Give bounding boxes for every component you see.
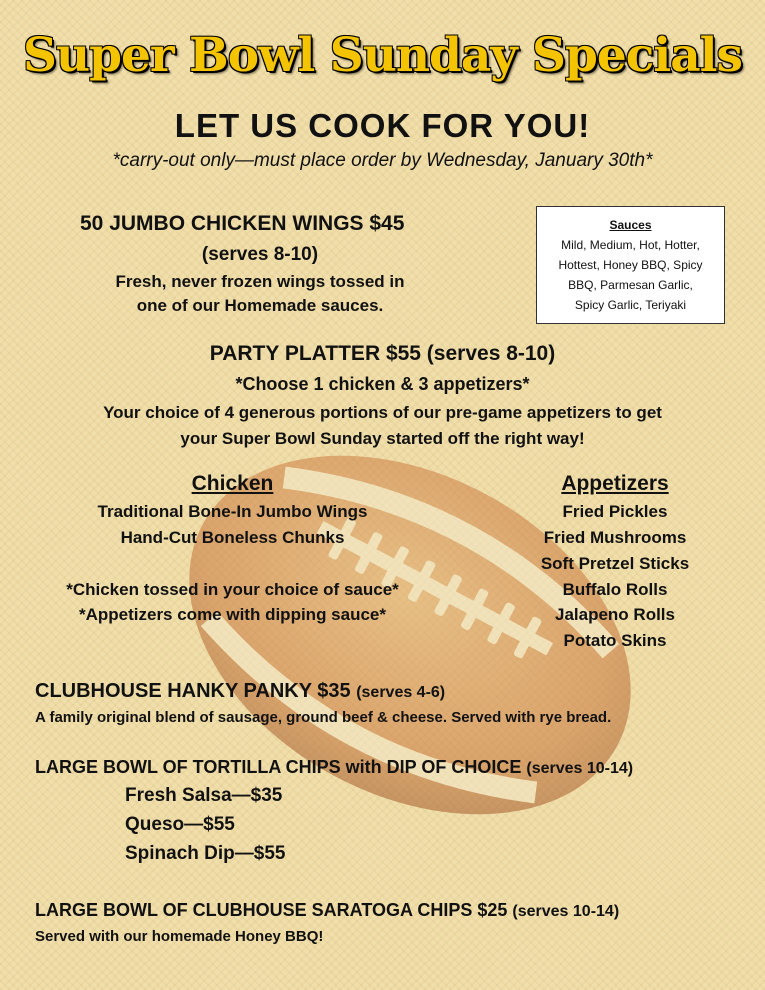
sauces-line: Spicy Garlic, Teriyaki [574,298,687,312]
dip-option: Spinach Dip—$55 [125,843,286,864]
platter-desc-2: your Super Bowl Sunday started off the right way! [180,429,585,448]
chicken-item: Hand-Cut Boneless Chunks [120,528,345,547]
tortilla-title [35,757,633,778]
platter-title: PARTY PLATTER $55 (serves 8-10) [209,342,556,365]
dip-option: Fresh Salsa—$35 [125,785,283,806]
appetizer-item: Potato Skins [563,631,667,650]
saratoga-desc: Served with our homemade Honey BBQ! [35,928,324,945]
platter-desc-1: Your choice of 4 generous portions of our pre-game appetizers to get [103,403,662,422]
hanky-panky-desc: A family original blend of sausage, ground beef & cheese. Served with rye bread. [35,709,612,726]
appetizer-item: Fried Mushrooms [543,528,687,547]
chicken-heading: Chicken [191,472,274,495]
hanky-panky-name: CLUBHOUSE HANKY PANKY $35 [35,680,351,702]
appetizers-heading: Appetizers [561,472,669,495]
saratoga-title [35,900,619,921]
wings-desc-1: Fresh, never frozen wings tossed in [115,272,405,291]
chicken-note: *Chicken tossed in your choice of sauce* [66,580,399,599]
wings-serves: (serves 8-10) [201,244,319,265]
sauces-line: Hottest, Honey BBQ, Spicy [558,258,703,272]
chicken-item: Traditional Bone-In Jumbo Wings [97,502,368,521]
wings-desc-2: one of our Homemade sauces. [136,296,384,315]
appetizer-item: Fried Pickles [562,502,668,521]
sauces-line: Mild, Medium, Hot, Hotter, [561,238,700,252]
tortilla-serves: (serves 10-14) [526,760,634,777]
page-title: Super Bowl Sunday Specials [23,28,742,83]
dip-option: Queso—$55 [125,814,235,835]
platter-choose: *Choose 1 chicken & 3 appetizers* [235,374,530,394]
hanky-panky-serves: (serves 4-6) [356,684,446,701]
saratoga-name: LARGE BOWL OF CLUBHOUSE SARATOGA CHIPS $25 [35,900,508,920]
sauces-box [536,206,725,324]
subtitle: LET US COOK FOR YOU! [174,107,591,144]
appetizer-note: *Appetizers come with dipping sauce* [78,605,386,624]
order-note: *carry-out only—must place order by Wednesday, January 30th* [112,150,653,171]
sauces-heading: Sauces [609,218,652,232]
hanky-panky-title [35,680,445,703]
appetizer-item: Jalapeno Rolls [555,605,675,624]
sauces-line: BBQ, Parmesan Garlic, [568,278,693,292]
appetizer-item: Soft Pretzel Sticks [540,554,690,573]
tortilla-name: LARGE BOWL OF TORTILLA CHIPS with DIP OF CHOICE [35,757,522,777]
appetizer-item: Buffalo Rolls [562,580,668,599]
wings-title: 50 JUMBO CHICKEN WINGS $45 [80,212,405,235]
saratoga-serves: (serves 10-14) [512,903,620,920]
